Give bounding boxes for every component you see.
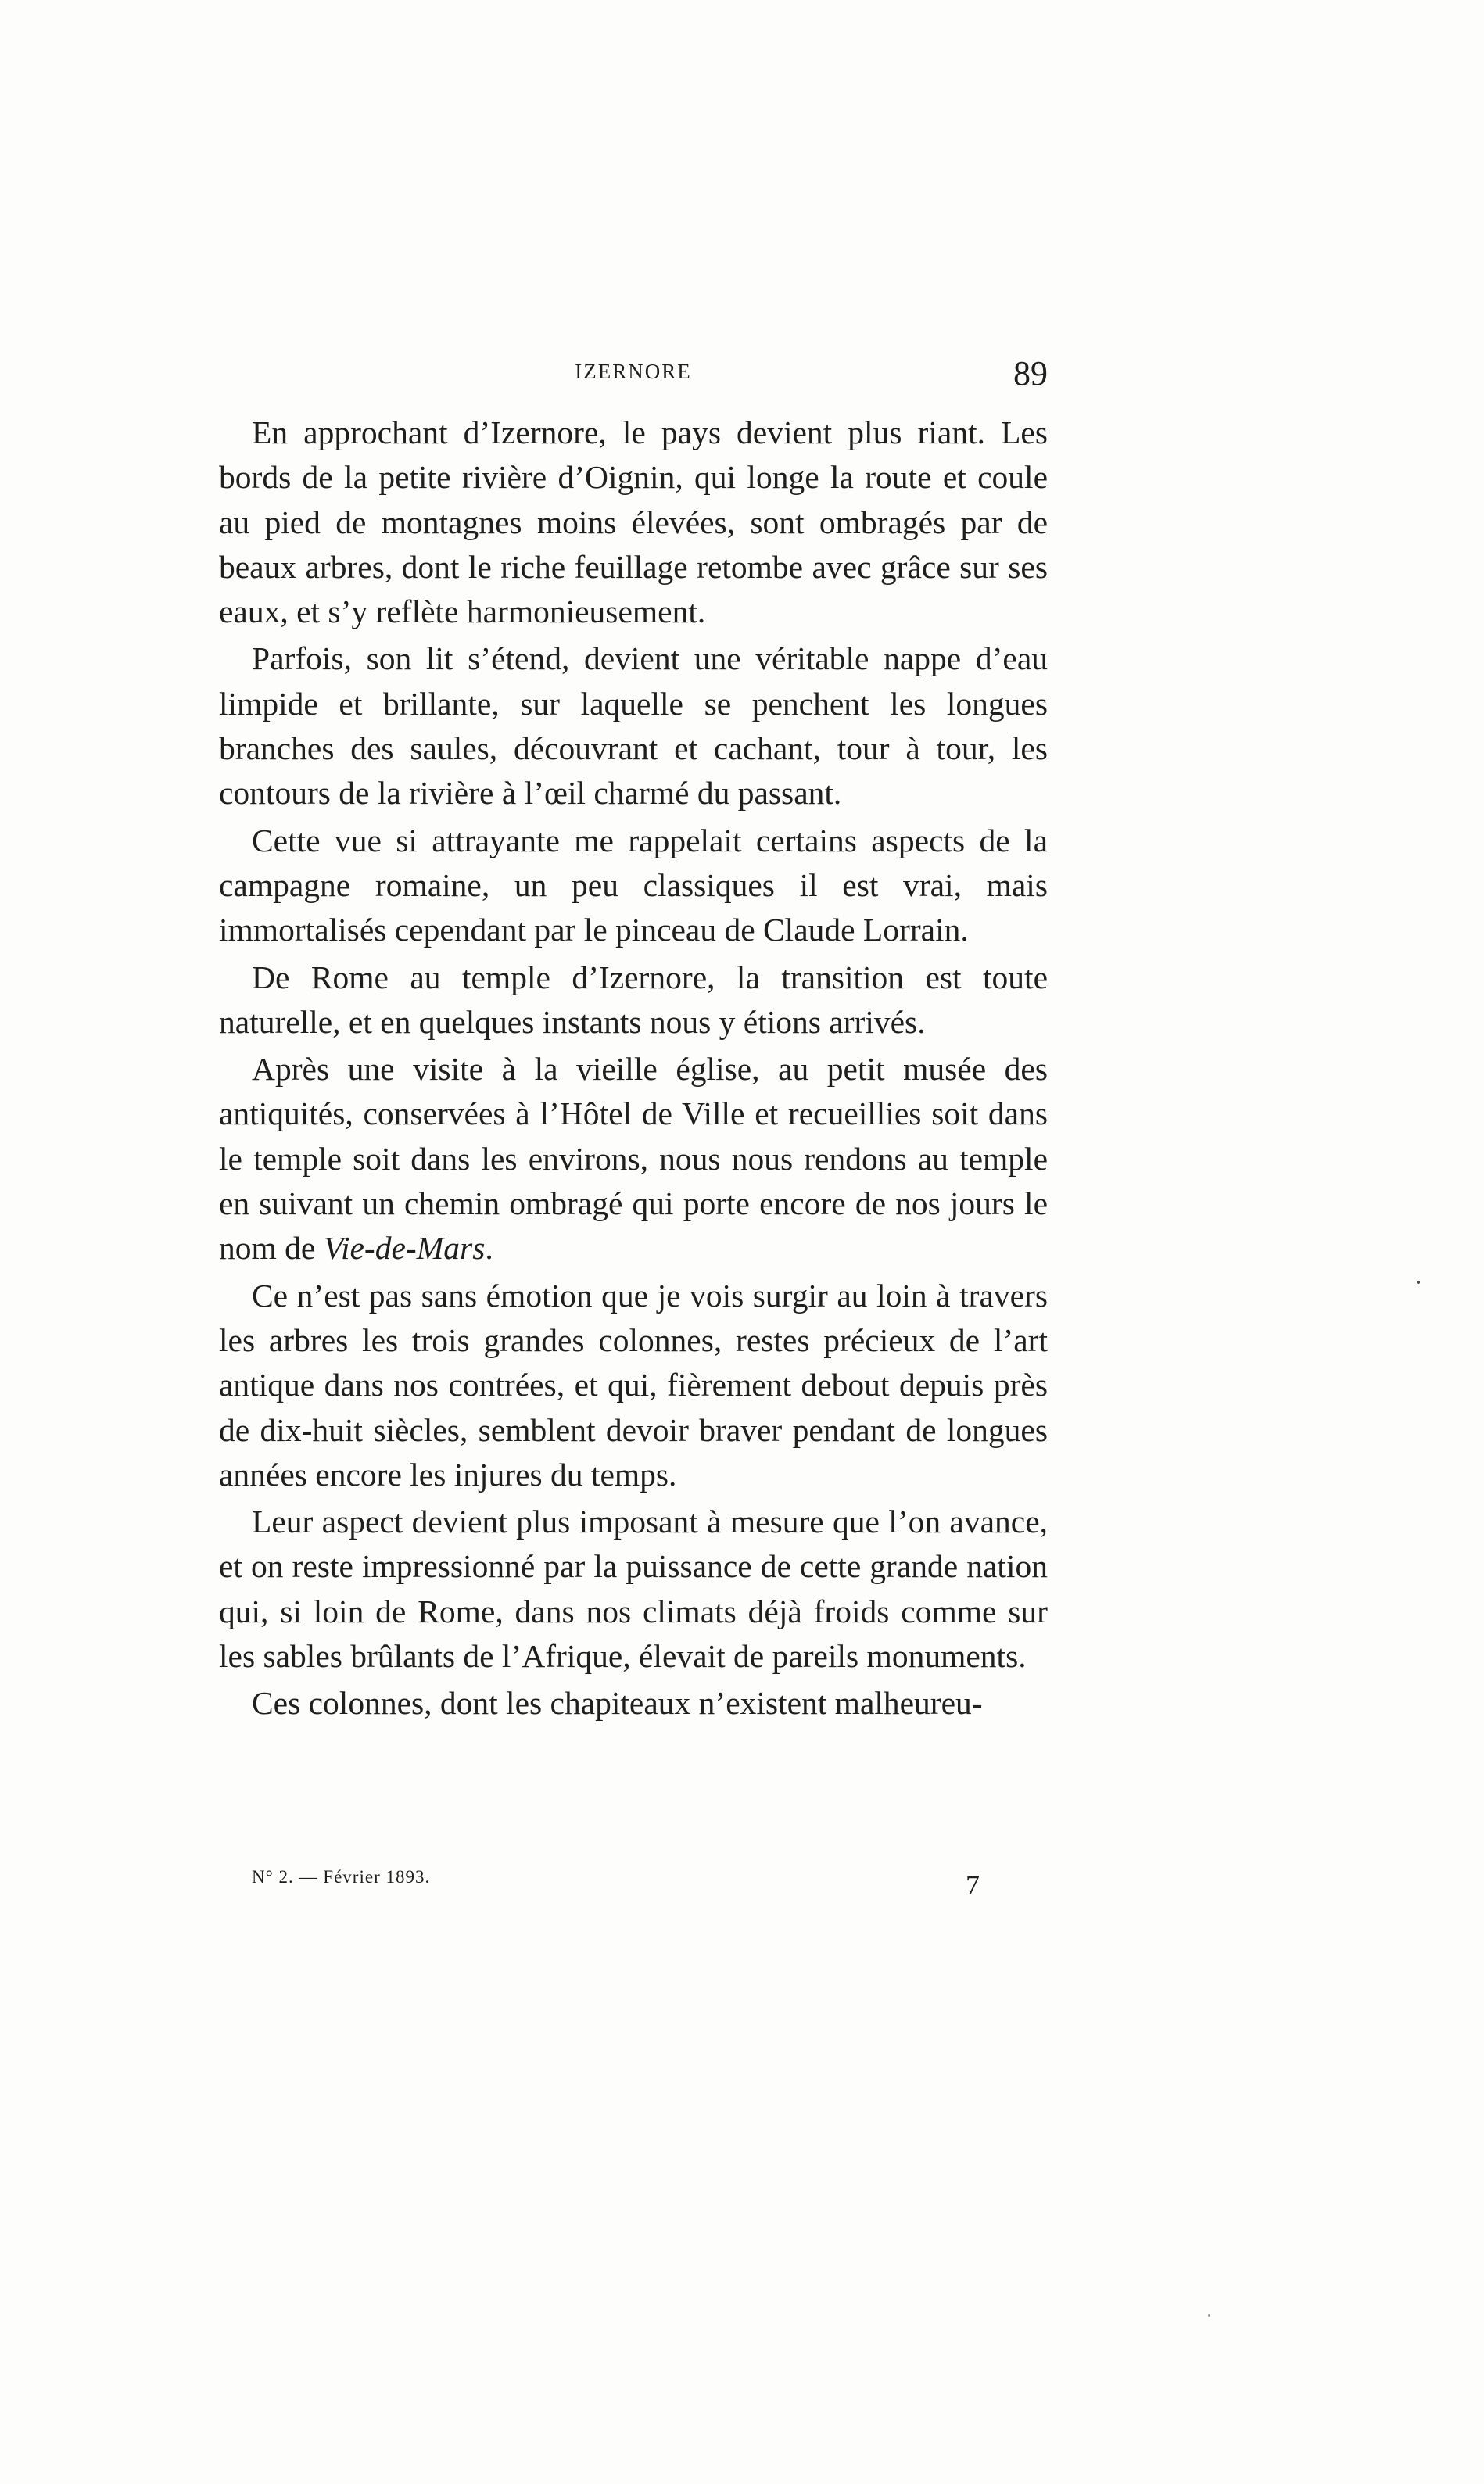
paragraph-2: Parfois, son lit s’étend, devient une véritable nappe d’eau limpide et brillante, sur laquelle se penchent les longues branches des saules, découvrant et cachant, tour à tour, les contours de la rivière à l’œil charmé du passant. xyxy=(219,640,1048,812)
ink-speck xyxy=(1417,1281,1420,1284)
running-title: IZERNORE xyxy=(575,360,692,383)
paragraph-8: Ces colonnes, dont les chapiteaux n’existent malheureu- xyxy=(252,1685,983,1722)
street-name: Vie-de-Mars xyxy=(323,1230,486,1267)
issue-note: N° 2. — Février 1893. xyxy=(252,1867,431,1887)
paragraph-6: Ce n’est pas sans émotion que je vois surgir au loin à travers les arbres les trois grandes colonnes, restes précieux de l’art antique dans nos contrées, et qui, fièrement debout depuis près de dix-huit siècles, semblent devoir braver pendant de longues années encore les injures du temps. xyxy=(219,1277,1048,1493)
footer xyxy=(219,1867,1048,1906)
paragraph-5 xyxy=(219,1047,1048,1271)
paragraph-1: En approchant d’Izernore, le pays devient plus riant. Les bords de la petite rivière d’Oignin, qui longe la route et coule au pied de montagnes moins élevées, sont ombragés par de beaux arbres, dont le riche feuillage retombe avec grâce sur ses eaux, et s’y reflète harmonieusement. xyxy=(219,414,1048,630)
body-text xyxy=(219,410,1048,1729)
paragraph-5-text: Après une visite à la vieille église, au petit musée des antiquités, conservées à l’Hôtel de Ville et recueillies soit dans le temple soit dans les environs, nous nous rendons au temple en suivant un chemin ombragé qui porte encore de nos jours le nom de xyxy=(219,1051,1048,1267)
paragraph-5-end: . xyxy=(485,1230,493,1267)
paragraph-4: De Rome au temple d’Izernore, la transition est toute naturelle, et en quelques instants nous y étions arrivés. xyxy=(219,959,1048,1040)
paragraph-3: Cette vue si attrayante me rappelait certains aspects de la campagne romaine, un peu classiques il est vrai, mais immortalisés cependant par le pinceau de Claude Lorrain. xyxy=(219,822,1048,948)
signature-mark: 7 xyxy=(966,1869,980,1901)
page-number: 89 xyxy=(1013,354,1048,392)
running-head xyxy=(219,353,1048,400)
ink-speck xyxy=(1208,2314,1210,2317)
paragraph-7: Leur aspect devient plus imposant à mesure que l’on avance, et on reste impressionné par la puissance de cette grande nation qui, si loin de Rome, dans nos climats déjà froids comme sur les sables brûlants de l’Afrique, élevait de pareils monuments. xyxy=(219,1504,1048,1675)
